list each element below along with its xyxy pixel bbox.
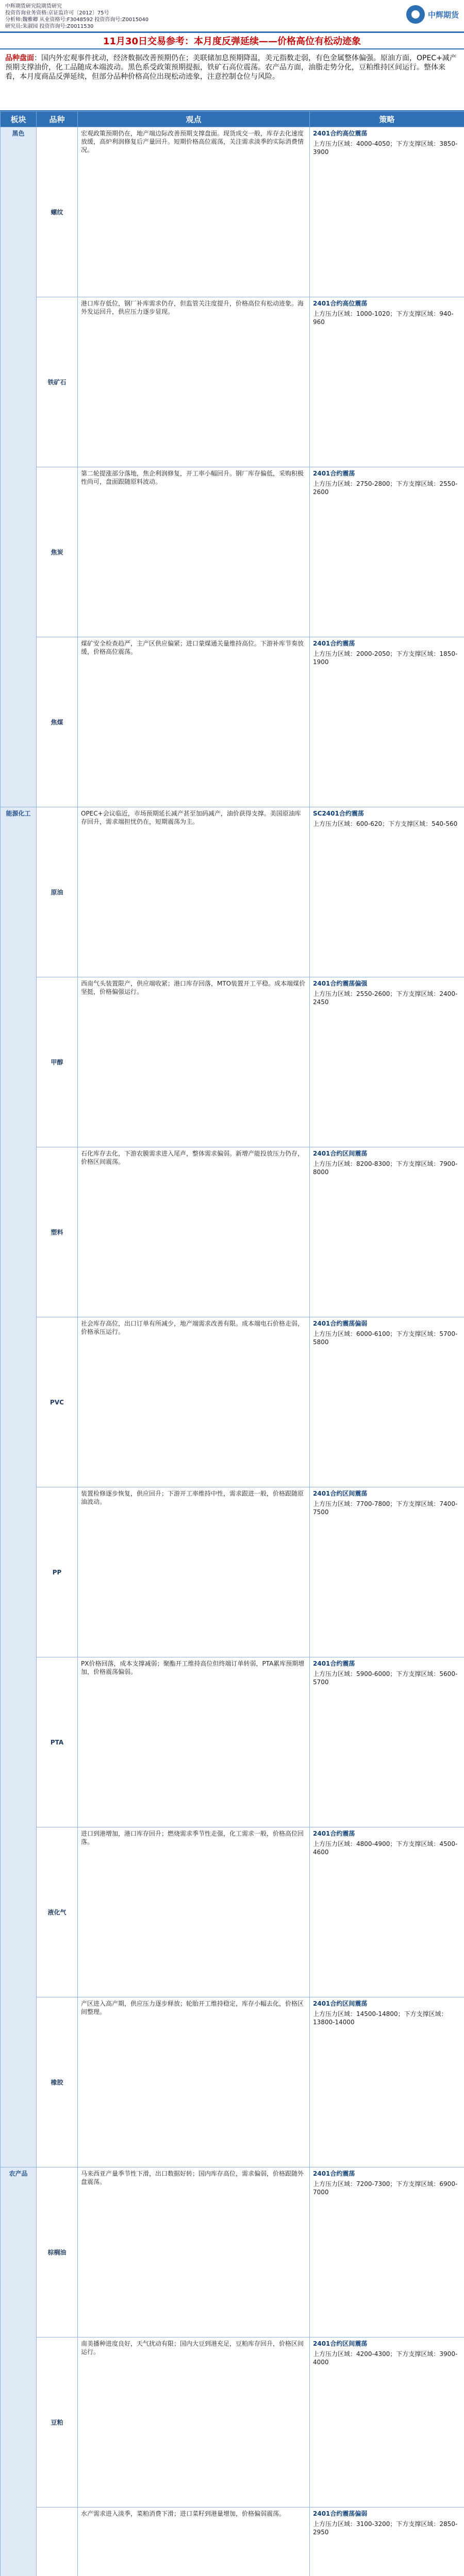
strategy-title: 2401合约震荡 — [313, 640, 355, 647]
strategy-text: 上方压力区域：1000-1020；下方支撑区域：940-960 — [313, 310, 454, 326]
strategy-title: 2401合约震荡偏强 — [313, 980, 368, 987]
header-strategy: 策略 — [310, 112, 464, 127]
strategy-title: 2401合约震荡 — [313, 2170, 355, 2177]
strategy-cell — [310, 1317, 464, 1487]
table-row — [1, 1827, 464, 1997]
strategy-text: 上方压力区域：5900-6000；下方支撑区域：5600-5700 — [313, 1670, 458, 1686]
strategy-cell — [310, 2337, 464, 2507]
category-label: 甲醇 — [37, 977, 78, 1147]
intro-label: 品种盘面 — [5, 54, 34, 62]
report-header — [0, 0, 464, 33]
category-label: 豆粕 — [37, 2337, 78, 2507]
category-label: 焦煤 — [37, 637, 78, 807]
strategy-cell — [310, 297, 464, 467]
strategy-title: 2401合约震荡 — [313, 470, 355, 477]
sector-label: 农产品 — [1, 2167, 37, 2576]
header-line-3: 分析师:魏雅卿 从业资格号:F3048592 投资咨询号:Z0015040 — [5, 17, 149, 23]
header-lines — [5, 3, 459, 30]
strategy-title: 2401合约高位震荡 — [313, 130, 368, 137]
view-text: 西南气头装置限产，供应端收紧；港口库存回落，MTO装置开工平稳。成本端煤价坚挺，价格偏强运行。 — [78, 977, 310, 1147]
header-line-1: 中辉期货研究院期货研究 — [5, 4, 62, 9]
strategy-title: 2401合约震荡 — [313, 1660, 355, 1667]
strategy-cell — [310, 1827, 464, 1997]
table-row — [1, 977, 464, 1147]
table-row — [1, 2167, 464, 2337]
category-label: 铁矿石 — [37, 297, 78, 467]
strategy-cell — [310, 1657, 464, 1827]
header-category: 品种 — [37, 112, 78, 127]
strategy-title: SC2401合约震荡 — [313, 810, 364, 817]
view-text: OPEC+会议临近，市场预期延长减产甚至加码减产，油价获得支撑。美国原油库存回升，需求端担忧仍在，短期震荡为主。 — [78, 807, 310, 977]
category-label: PVC — [37, 1317, 78, 1487]
category-label: PP — [37, 1487, 78, 1657]
strategy-text: 上方压力区域：600-620；下方支撑区域：540-560 — [313, 820, 458, 827]
intro-text: ：国内外宏观事件扰动，经济数据改善预期仍在；美联储加息预期降温，美元指数走弱，有色金属整体偏强。原油方面，OPEC+减产预期支撑油价，化工品随成本端波动。黑色系受政策预期提振，铁矿石高位震荡。农产品方面，油脂走势分化，豆粕维持区间运行。整体来看，本月度商品反弹延续，但部分品种价格高位出现松动迹象，注意控制仓位与风险。 — [5, 54, 457, 81]
view-text: 南美播种进度良好，天气扰动有限；国内大豆到港充足，豆粕库存回升，价格区间运行。 — [78, 2337, 310, 2507]
header-sector: 板块 — [1, 112, 37, 127]
table-row — [1, 1487, 464, 1657]
view-text: 产区进入高产期，供应压力逐步释放；轮胎开工维持稳定，库存小幅去化，价格区间整理。 — [78, 1997, 310, 2167]
strategy-title: 2401合约震荡偏弱 — [313, 1320, 368, 1327]
category-label: 螺纹 — [37, 127, 78, 297]
sector-label: 黑色 — [1, 127, 37, 807]
strategy-title: 2401合约区间震荡 — [313, 2000, 368, 2007]
view-text: 石化库存去化，下游农膜需求进入尾声，整体需求偏弱。新增产能投放压力仍存，价格区间震荡。 — [78, 1147, 310, 1317]
table-row — [1, 637, 464, 807]
table-row — [1, 467, 464, 637]
intro-summary — [0, 49, 464, 111]
logo-text: 中辉期货 — [427, 10, 459, 20]
table-row — [1, 1657, 464, 1827]
table-row — [1, 2507, 464, 2576]
category-label: 液化气 — [37, 1827, 78, 1997]
view-text: 装置检修逐步恢复，供应回升；下游开工率维持中性，需求跟进一般，价格跟随原油波动。 — [78, 1487, 310, 1657]
category-label: PTA — [37, 1657, 78, 1827]
strategy-cell — [310, 127, 464, 297]
strategy-text: 上方压力区域：14500-14800；下方支撑区域：13800-14000 — [313, 2010, 448, 2026]
strategy-cell — [310, 1147, 464, 1317]
strategy-title: 2401合约区间震荡 — [313, 1490, 368, 1497]
strategy-text: 上方压力区域：7200-7300；下方支撑区域：6900-7000 — [313, 2180, 458, 2196]
strategy-cell — [310, 637, 464, 807]
view-text: 社会库存高位，出口订单有所减少，地产端需求改善有限。成本端电石价格走弱，价格承压运行。 — [78, 1317, 310, 1487]
table-header-row — [1, 112, 464, 127]
view-text: 水产需求进入淡季，菜粕消费下滑；进口菜籽到港量增加，价格偏弱震荡。 — [78, 2507, 310, 2576]
view-text: 港口库存低位，钢厂补库需求仍存，但监管关注度提升，价格高位有松动迹象。海外发运回升，供应压力逐步显现。 — [78, 297, 310, 467]
table-row — [1, 1997, 464, 2167]
strategy-cell — [310, 977, 464, 1147]
report-title: 11月30日交易参考：本月度反弹延续——价格高位有松动迹象 — [0, 33, 464, 49]
header-line-2: 投资咨询业务资格:京证监许可〔2012〕75号 — [5, 10, 109, 16]
strategy-text: 上方压力区域：2750-2800；下方支撑区域：2550-2600 — [313, 480, 458, 496]
table-row — [1, 1147, 464, 1317]
category-label: 焦炭 — [37, 467, 78, 637]
strategy-table — [0, 111, 464, 2576]
strategy-text: 上方压力区域：4000-4050；下方支撑区域：3850-3900 — [313, 140, 458, 156]
strategy-cell — [310, 1487, 464, 1657]
sector-label: 能源化工 — [1, 807, 37, 2167]
category-label: 塑料 — [37, 1147, 78, 1317]
strategy-title: 2401合约震荡 — [313, 1830, 355, 1837]
strategy-title: 2401合约震荡偏弱 — [313, 2510, 368, 2517]
strategy-cell — [310, 807, 464, 977]
strategy-cell — [310, 2507, 464, 2576]
strategy-text: 上方压力区域：6000-6100；下方支撑区域：5700-5800 — [313, 1330, 458, 1346]
brand-logo — [406, 5, 459, 24]
strategy-text: 上方压力区域：2550-2600；下方支撑区域：2400-2450 — [313, 990, 458, 1006]
header-view: 观点 — [78, 112, 310, 127]
strategy-text: 上方压力区域：3100-3200；下方支撑区域：2850-2950 — [313, 2520, 458, 2536]
category-label: 橡胶 — [37, 1997, 78, 2167]
logo-icon — [406, 5, 425, 24]
table-row — [1, 807, 464, 977]
table-row — [1, 297, 464, 467]
category-label: 原油 — [37, 807, 78, 977]
table-row — [1, 1317, 464, 1487]
view-text: 进口到港增加，港口库存回升；燃烧需求季节性走强，化工需求一般，价格高位回落。 — [78, 1827, 310, 1997]
table-row — [1, 127, 464, 297]
strategy-text: 上方压力区域：8200-8300；下方支撑区域：7900-8000 — [313, 1160, 458, 1176]
strategy-cell — [310, 467, 464, 637]
table-body — [1, 127, 464, 2576]
strategy-text: 上方压力区域：4200-4300；下方支撑区域：3900-4000 — [313, 2350, 458, 2366]
category-label — [37, 2507, 78, 2576]
view-text: 煤矿安全检查趋严，主产区供应偏紧；进口蒙煤通关量维持高位。下游补库节奏放缓，价格高位震荡。 — [78, 637, 310, 807]
strategy-title: 2401合约高位震荡 — [313, 300, 368, 307]
strategy-title: 2401合约区间震荡 — [313, 2340, 368, 2347]
strategy-cell — [310, 2167, 464, 2337]
view-text: PX价格回落，成本支撑减弱；聚酯开工维持高位但终端订单转弱，PTA累库预期增加，价格震荡偏弱。 — [78, 1657, 310, 1827]
strategy-text: 上方压力区域：2000-2050；下方支撑区域：1850-1900 — [313, 650, 458, 666]
view-text: 马来西亚产量季节性下滑，出口数据好转；国内库存高位，需求偏弱，价格跟随外盘震荡。 — [78, 2167, 310, 2337]
header-line-4: 研究员:朱淑园 投资咨询号:Z0011530 — [5, 24, 94, 29]
strategy-cell — [310, 1997, 464, 2167]
strategy-text: 上方压力区域：7700-7800；下方支撑区域：7400-7500 — [313, 1500, 458, 1516]
view-text: 宏观政策预期仍在，地产端边际改善预期支撑盘面。现货成交一般，库存去化速度放缓，高炉利润修复后产量回升。短期价格高位震荡，关注需求淡季的实际消费情况。 — [78, 127, 310, 297]
view-text: 第二轮提涨部分落地，焦企利润修复，开工率小幅回升。钢厂库存偏低，采购积极性尚可，盘面跟随原料波动。 — [78, 467, 310, 637]
strategy-text: 上方压力区域：4800-4900；下方支撑区域：4500-4600 — [313, 1840, 458, 1856]
strategy-title: 2401合约区间震荡 — [313, 1150, 368, 1157]
category-label: 棕榈油 — [37, 2167, 78, 2337]
table-row — [1, 2337, 464, 2507]
